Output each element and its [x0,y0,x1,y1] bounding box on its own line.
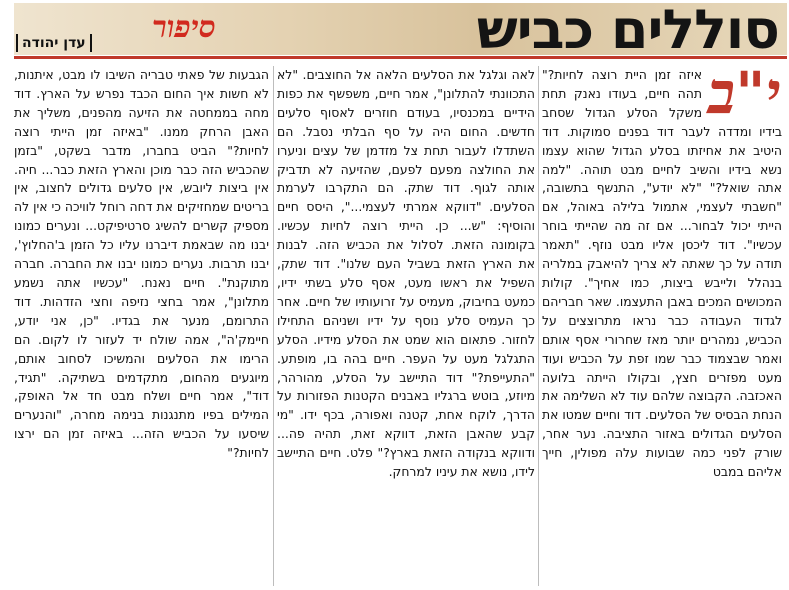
column-right [542,66,782,586]
column-middle [277,66,535,586]
story-title: סוללים כביש [476,0,779,61]
column-divider [273,66,274,586]
column-left-text: הגבעות של פאתי טבריה השיבו לו מבט, איתנות, לא חשות איך החום הכבד נפרש על הארץ. דוד מחה בממחטה את הזיעה מהפנים, משליך את האבן הרחק ממנו. "באיזה זמן הייתי רוצה לחיות?" הביט בחברו, מדבר בשקט, "בזמן שהכביש הזה כבר מוכן והארץ הזאת כבר... חיה. אין ביצות ליובש, אין סלעים גדולים לחצוב, אין בריטים שמחזיקים את דחה רוחל לוויכה כי אין לה מספיק קשרים להשיג סרטיפיקט... ונערים כמונו יבנו מה שבאמת דיברנו עליו כל הזמן ב'החלוץ', יבנו תרבות. נערים כמונו יבנו את החברה. חברה מתוקנת". חיים נאנח. "עכשיו אתה נשמע מתלונן", אמר בחצי נזיפה וחצי הזדהות. דוד התרומם, מנער את בגדיו. "כן, אני יודע, חיימק'ה", אמה שולח יד לעזור לו לקום. הם הרימו את הסלעים והמשיכו לסחוב אותם, מיוגעים מהחום, מתקדמים בשתיקה. "תגיד, דוד", אמר חיים ושלח מבט חד אל האופק, המילים בפיו מתנגנות בנימה מחרה, "והנערים שיסעו על הכביש הזה... באיזה זמן הם ירצו לחיות?" [14,67,269,461]
drop-cap: י"ב [707,66,781,127]
column-divider [538,66,539,586]
column-middle-text: לאה וגלגל את הסלעים הלאה אל החוצבים. "לא התכוונתי להתלונן", אמר חיים, משפשף את כפות הידיים במכנסיו, בעודם חוזרים לאסוף סלעים חדשים. החום היה על סף הבלתי נסבל. הם השתדלו לעבור תחת צל מזדמן של עצים וניערו את החולצה מפעם לפעם, שהזיעה לא תדביק אותה לגוף. דוד שתק. הם התקרבו לערמת הסלעים. "דווקא אמרתי לעצמי...", היסס חיים והוסיף: "ש... כן. הייתי רוצה לחיות עכשיו. בקומונה הזאת. לסלול את הכביש הזה. לבנות את הארץ הזאת בשביל העם שלנו". דוד שתק, השפיל את ראשו מעט, אסף סלע בשתי ידיו, כמעט בחיבוק, מעמיס על זרועותיו של חיים. אחר כך העמיס סלע נוסף על ידיו ושניהם התחילו לחזור. פתאום הוא שמט את הסלע מידיו. הסלע התגלגל מעט על העפר. חיים בהה בו, מופתע. "התעייפת?" דוד התיישב על הסלע, מהורהר, מיוזע, בוטש ברגליו באבנים הקטנות הפזורות על הדרך, לוקח אחת, קטנה ואפורה, בכף ידו. "מי קבע שהאבן הזאת, דווקא זאת, תהיה פה... ודווקא בנקודה הזאת בארץ?" פלט. חיים התיישב לידו, נושא את עיניו למרחק. [277,67,535,480]
story-header [0,0,789,60]
column-right-text: איזה זמן היית רוצה לחיות?" תהה חיים, בעודו נאנק תחת משקל הסלע הגדול שסחב בידיו ומדדה לעבר דוד בפנים סמוקות. דוד היטיב את אחיזתו בסלע הגדול שהוא עצמו נשא בידיו והשיב לחיים מבט תוהה. "למה אתה שואל?" "לא יודע", התנשף בתשובה, "חשבתי לעצמי, אתמול בלילה באוהל, אם הייתי יכול לבחור... אם זה מה שהייתי בוחר עכשיו". דוד ליכסן אליו מבט נוזף. "תאמר תודה על כך שאתה לא צריך להיאבק במלריה בנהלל ולייבש ביצות, כמו אחיך". קולות המכושים המכים באבן התעצמו. שאר חבריהם לגדוד העבודה כבר נראו מתרוצצים על הכביש, נמהרים יותר מאז שחרורי אסף אותם ואמר שבצמוד כבר שמו זפת על הכביש ועוד מעט מפזרים חצץ, ובקולו הייתה בלועה האכזבה. הקבוצה שלהם עוד לא השלימה את הנחת הבסיס של הסלעים. דוד וחיים שמטו את הסלעים הגדולים באזור התציבה. נער אחר, שורק לפני כמה שבועות עלה מפולין, חייך אליהם במבט [542,67,782,480]
column-left [14,66,269,586]
section-brand: סיפור [152,10,216,45]
author-name: עדן יהודה [16,34,92,52]
